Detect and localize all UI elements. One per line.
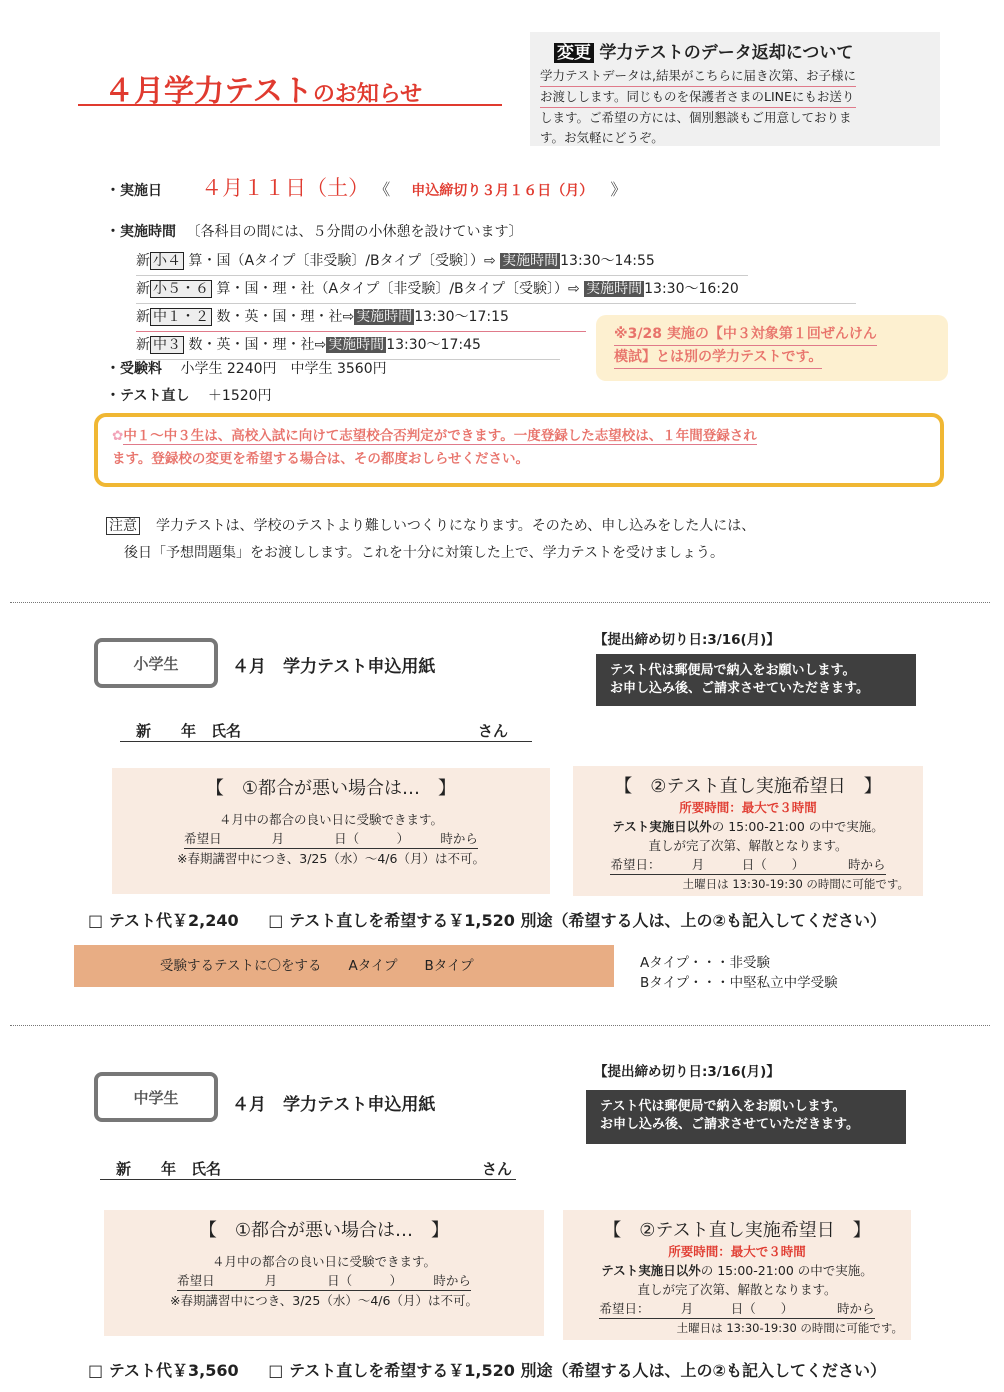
date-close: 》: [610, 180, 627, 199]
name-field[interactable]: [120, 720, 532, 742]
form-deadline: 【提出締め切り日:3/16(月)】: [594, 1064, 780, 1080]
caution-label: 注意: [106, 517, 140, 535]
exam-date-row: [106, 172, 626, 202]
time-tag: 実施時間: [502, 253, 559, 269]
time-range: 13:30～14:55: [560, 253, 655, 269]
cut-line: [10, 1025, 990, 1026]
time-range: 13:30～17:15: [414, 309, 509, 325]
time-tag: 実施時間: [356, 309, 413, 325]
grade-badge: 小５・６: [150, 280, 212, 298]
redo-bold: テスト実施日以外: [601, 1263, 701, 1278]
test-fee-checkbox[interactable]: □ テスト代￥2,240: [88, 911, 239, 930]
reschedule-box: [104, 1210, 544, 1336]
title-main: ４月学力テスト: [104, 74, 313, 109]
form-tag: 小学生: [94, 638, 218, 688]
schedule-row: [136, 276, 856, 304]
redo-date-field[interactable]: 希望日： 月 日（ ） 時から: [599, 1299, 874, 1319]
date-open: 《: [374, 180, 391, 199]
reschedule-title: 【 ①都合が悪い場合は… 】: [198, 1220, 450, 1241]
caution-block: [106, 513, 755, 567]
redo-duration: 所要時間：最大で３時間: [668, 1244, 806, 1259]
grade-badge: 中３: [150, 336, 184, 354]
fee-value: 小学生 2240円 中学生 3560円: [180, 361, 387, 377]
time-label: ・実施時間: [106, 224, 176, 240]
redo-box: [563, 1210, 911, 1340]
type-legend: [640, 953, 838, 993]
schedule-row: [136, 248, 748, 276]
redo-line: 直しが完了次第、解散となります。: [637, 1282, 837, 1297]
grade-badge: 中１・２: [150, 308, 212, 326]
time-tag: 実施時間: [328, 337, 385, 353]
notice-panel: [530, 32, 940, 146]
reschedule-line: ※春期講習中につき、3/25（水）～4/6（月）は不可。: [170, 1293, 478, 1308]
redo-title: 【 ②テスト直し実施希望日 】: [614, 776, 882, 797]
time-header: [106, 221, 522, 241]
flower-icon: ✿: [112, 428, 124, 444]
caution-line: 学力テストは、学校のテストより難しいつくりになります。そのため、申し込みをした人には、: [156, 518, 756, 534]
schedule-row: [136, 332, 560, 360]
deadline-text: 申込締切り３月１６日（月）: [411, 183, 594, 199]
type-select-bar[interactable]: [74, 945, 614, 987]
payment-note: [596, 654, 916, 706]
payment-line: お申し込み後、ご請求させていただきます。: [610, 681, 869, 696]
redo-date-field[interactable]: 希望日： 月 日（ ） 時から: [610, 855, 885, 875]
reschedule-line: ４月中の都合の良い日に受験できます。: [211, 1254, 436, 1269]
checkbox-row: [88, 1358, 886, 1381]
grade-badge: 小４: [150, 252, 184, 270]
redo-value: ＋1520円: [207, 388, 272, 404]
grade-prefix: 新: [136, 337, 150, 353]
payment-line: テスト代は郵便局で納入をお願いします。: [610, 663, 856, 678]
reschedule-title: 【 ①都合が悪い場合は… 】: [205, 778, 457, 799]
name-suffix: さん: [477, 722, 508, 740]
reschedule-line: ※春期講習中につき、3/25（水）～4/6（月）は不可。: [177, 851, 485, 866]
highlight-box: [94, 413, 944, 487]
caution-line: 後日「予想問題集」をお渡しします。これを十分に対策した上で、学力テストを受けましょう。: [124, 545, 725, 561]
form-tag: 中学生: [94, 1072, 218, 1122]
redo-line: 土曜日は 13:30-19:30 の時間に可能です。: [682, 877, 909, 891]
reschedule-line: ４月中の都合の良い日に受験できます。: [218, 812, 443, 827]
notice-badge: 変更: [554, 43, 594, 63]
redo-title: 【 ②テスト直し実施希望日 】: [603, 1220, 871, 1241]
type-select-label: 受験するテストに〇をする Aタイプ Bタイプ: [160, 958, 474, 974]
form-deadline: 【提出締め切り日:3/16(月)】: [594, 632, 780, 648]
cut-line: [10, 602, 990, 603]
title-underline: [78, 104, 502, 106]
notice-title: 学力テストのデータ返却について: [599, 43, 854, 63]
payment-note: [586, 1090, 906, 1144]
name-field[interactable]: [100, 1158, 516, 1180]
payment-line: テスト代は郵便局で納入をお願いします。: [600, 1099, 846, 1114]
subjects: 数・英・国・理・社⇨: [216, 309, 355, 325]
fee-row: [106, 358, 387, 378]
redo-rest: の 15:00-21:00 の中で実施。: [700, 1263, 873, 1278]
name-label: 新 年 氏名: [116, 1160, 222, 1178]
grade-prefix: 新: [136, 309, 150, 325]
time-tag: 実施時間: [586, 281, 643, 297]
reschedule-box: [112, 768, 550, 894]
form-title: ４月 学力テスト申込用紙: [232, 1095, 436, 1115]
highlight-line: ます。登録校の変更を希望する場合は、その都度おしらせください。: [112, 451, 530, 467]
title-sub: のお知らせ: [312, 82, 423, 107]
schedule-row: [136, 304, 586, 332]
highlight-line: 中１～中３生は、高校入試に向けて志望校合否判定ができます。一度登録した志望校は、１年間登録され: [123, 428, 757, 444]
redo-box: [573, 766, 923, 896]
subjects: 算・国（Aタイプ〔非受験〕/Bタイプ〔受験〕）⇨: [188, 253, 496, 269]
subjects: 数・英・国・理・社⇨: [188, 337, 327, 353]
preferred-date-field[interactable]: 希望日 月 日（ ） 時から: [184, 829, 478, 849]
name-suffix: さん: [481, 1160, 512, 1178]
date-label: ・実施日: [106, 183, 162, 199]
redo-rest: の 15:00-21:00 の中で実施。: [711, 819, 884, 834]
time-range: 13:30～16:20: [644, 281, 739, 297]
type-a-desc: Aタイプ・・・非受験: [640, 955, 771, 971]
preferred-date-field[interactable]: 希望日 月 日（ ） 時から: [177, 1271, 471, 1291]
notice-line: す。お気軽にどうぞ。: [540, 130, 664, 145]
side-note-line: ※3/28 実施の【中３対象第１回ぜんけん: [614, 323, 877, 346]
checkbox-row: [88, 908, 886, 931]
notice-line: 学力テストデータは,結果がこちらに届き次第、お子様に: [540, 66, 856, 87]
notice-line: お渡しします。同じものを保護者さまのLINEにもお送り: [540, 87, 856, 108]
redo-duration: 所要時間：最大で３時間: [679, 800, 817, 815]
redo-line: 直しが完了次第、解散となります。: [648, 838, 848, 853]
grade-prefix: 新: [136, 281, 150, 297]
name-label: 新 年 氏名: [136, 722, 242, 740]
time-range: 13:30～17:45: [386, 337, 481, 353]
type-b-desc: Bタイプ・・・中堅私立中学受験: [640, 975, 838, 991]
payment-line: お申し込み後、ご請求させていただきます。: [600, 1117, 859, 1132]
side-note-line: 模試】とは別の学力テストです。: [614, 346, 822, 369]
notice-line: します。ご希望の方には、個別懇談もご用意しておりま: [540, 110, 852, 125]
time-note: 〔各科目の間には、５分間の小休憩を設けています〕: [186, 224, 523, 240]
redo-bold: テスト実施日以外: [612, 819, 712, 834]
grade-prefix: 新: [136, 253, 150, 269]
redo-checkbox[interactable]: □ テスト直しを希望する￥1,520 別途（希望する人は、上の②も記入してください）: [268, 1361, 887, 1380]
fee-label: ・受験料: [106, 361, 162, 377]
redo-line: 土曜日は 13:30-19:30 の時間に可能です。: [676, 1321, 903, 1335]
redo-row: [106, 385, 272, 405]
side-note: [596, 315, 948, 381]
redo-checkbox[interactable]: □ テスト直しを希望する￥1,520 別途（希望する人は、上の②も記入してください）: [268, 911, 887, 930]
test-fee-checkbox[interactable]: □ テスト代￥3,560: [88, 1361, 239, 1380]
subjects: 算・国・理・社（Aタイプ〔非受験〕/Bタイプ〔受験〕）⇨: [216, 281, 580, 297]
redo-label: ・テスト直し: [106, 388, 190, 404]
form-title: ４月 学力テスト申込用紙: [232, 657, 436, 677]
date-value: ４月１１日（土）: [201, 176, 370, 200]
